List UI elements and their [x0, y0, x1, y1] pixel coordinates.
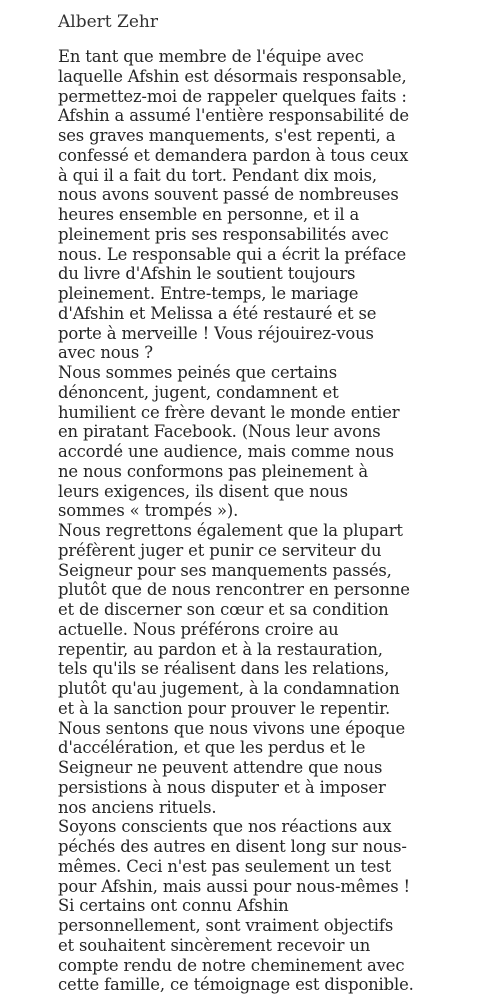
post-body-line: mêmes. Ceci n'est pas seulement un test — [58, 856, 392, 876]
post-body-line: Seigneur ne peuvent attendre que nous — [58, 758, 383, 777]
post-body-line: persistions à nous disputer et à imposer — [58, 777, 386, 797]
post-body-line: personnellement, sont vraiment objectifs — [58, 916, 394, 935]
post-body-line: plutôt que de nous rencontrer en personne — [58, 580, 410, 600]
post-body-line: dénoncent, jugent, condamnent et — [58, 382, 339, 402]
post-body-line: à qui il a fait du tort. Pendant dix mois, — [58, 165, 377, 185]
post-body-line: humilient ce frère devant le monde entier — [58, 402, 400, 422]
post-body-line: d'Afshin et Melissa a été restauré et se — [58, 303, 377, 323]
post-body-line: d'accélération, et que les perdus et le — [58, 738, 366, 758]
post-body-line: permettez-moi de rappeler quelques faits : — [58, 86, 407, 106]
post-body-line: En tant que membre de l'équipe avec — [58, 47, 364, 66]
post-body-line: et de discerner son cœur et sa condition — [58, 600, 389, 619]
post-body-line: heures ensemble en personne, et il a — [58, 205, 360, 224]
post-body-line: Afshin a assumé l'entière responsabilité de — [58, 106, 409, 126]
post-body-line: ne nous conformons pas pleinement à — [58, 461, 368, 481]
post-body-line: actuelle. Nous préférons croire au — [58, 619, 339, 639]
author-name[interactable]: Albert Zehr — [58, 12, 158, 32]
post-body-line: et souhaitent sincèrement recevoir un — [58, 935, 371, 955]
post-body-line: plutôt qu'au jugement, à la condamnation — [58, 679, 400, 698]
post-body-line: pleinement pris ses responsabilités avec — [58, 224, 389, 244]
post-body-line: Nous sommes peinés que certains — [58, 363, 337, 382]
post-body-line: et à la sanction pour prouver le repentir. — [58, 698, 391, 718]
post-body-line: repentir, au pardon et à la restauration, — [58, 639, 383, 659]
post-body-line: préfèrent juger et punir ce serviteur du — [58, 540, 382, 560]
post-body-line: Nous sentons que nous vivons une époque — [58, 718, 406, 738]
post-body-line: compte rendu de notre cheminement avec — [58, 955, 405, 975]
post-body-line: Seigneur pour ses manquements passés, — [58, 560, 392, 580]
post-body-line: confessé et demandera pardon à tous ceux — [58, 145, 409, 165]
post-body-line: nous. Le responsable qui a écrit la préface — [58, 244, 407, 264]
post-body-line: en piratant Facebook. (Nous leur avons — [58, 422, 381, 442]
post-body-line: pleinement. Entre-temps, le mariage — [58, 284, 359, 303]
post-body-line: porte à merveille ! Vous réjouirez-vous — [58, 323, 374, 343]
post-body-line: avec nous ? — [58, 343, 153, 363]
post-body-line: laquelle Afshin est désormais responsable, — [58, 66, 407, 86]
post-body-line: péchés des autres en disent long sur nous- — [58, 837, 407, 856]
post-body-line: sommes « trompés »). — [58, 501, 239, 521]
post-body-line: cette famille, ce témoignage est disponible. — [58, 975, 414, 995]
post-body-line: Si certains ont connu Afshin — [58, 896, 289, 916]
post-body-line: leurs exigences, ils disent que nous — [58, 481, 348, 501]
post-body-line: du livre d'Afshin le soutient toujours — [58, 264, 356, 284]
post-body-line: Nous regrettons également que la plupart — [58, 521, 403, 540]
post-body-line: accordé une audience, mais comme nous — [58, 442, 394, 461]
post-body-line: nous avons souvent passé de nombreuses — [58, 185, 399, 205]
post-body-line: Soyons conscients que nos réactions aux — [58, 817, 392, 837]
post-body-line: tels qu'ils se réalisent dans les relations, — [58, 659, 390, 679]
post-body — [58, 47, 478, 995]
post-body-line: ses graves manquements, s'est repenti, a — [58, 126, 396, 145]
post-body-line: pour Afshin, mais aussi pour nous-mêmes ! — [58, 876, 410, 896]
post-body-line: nos anciens rituels. — [58, 797, 217, 817]
